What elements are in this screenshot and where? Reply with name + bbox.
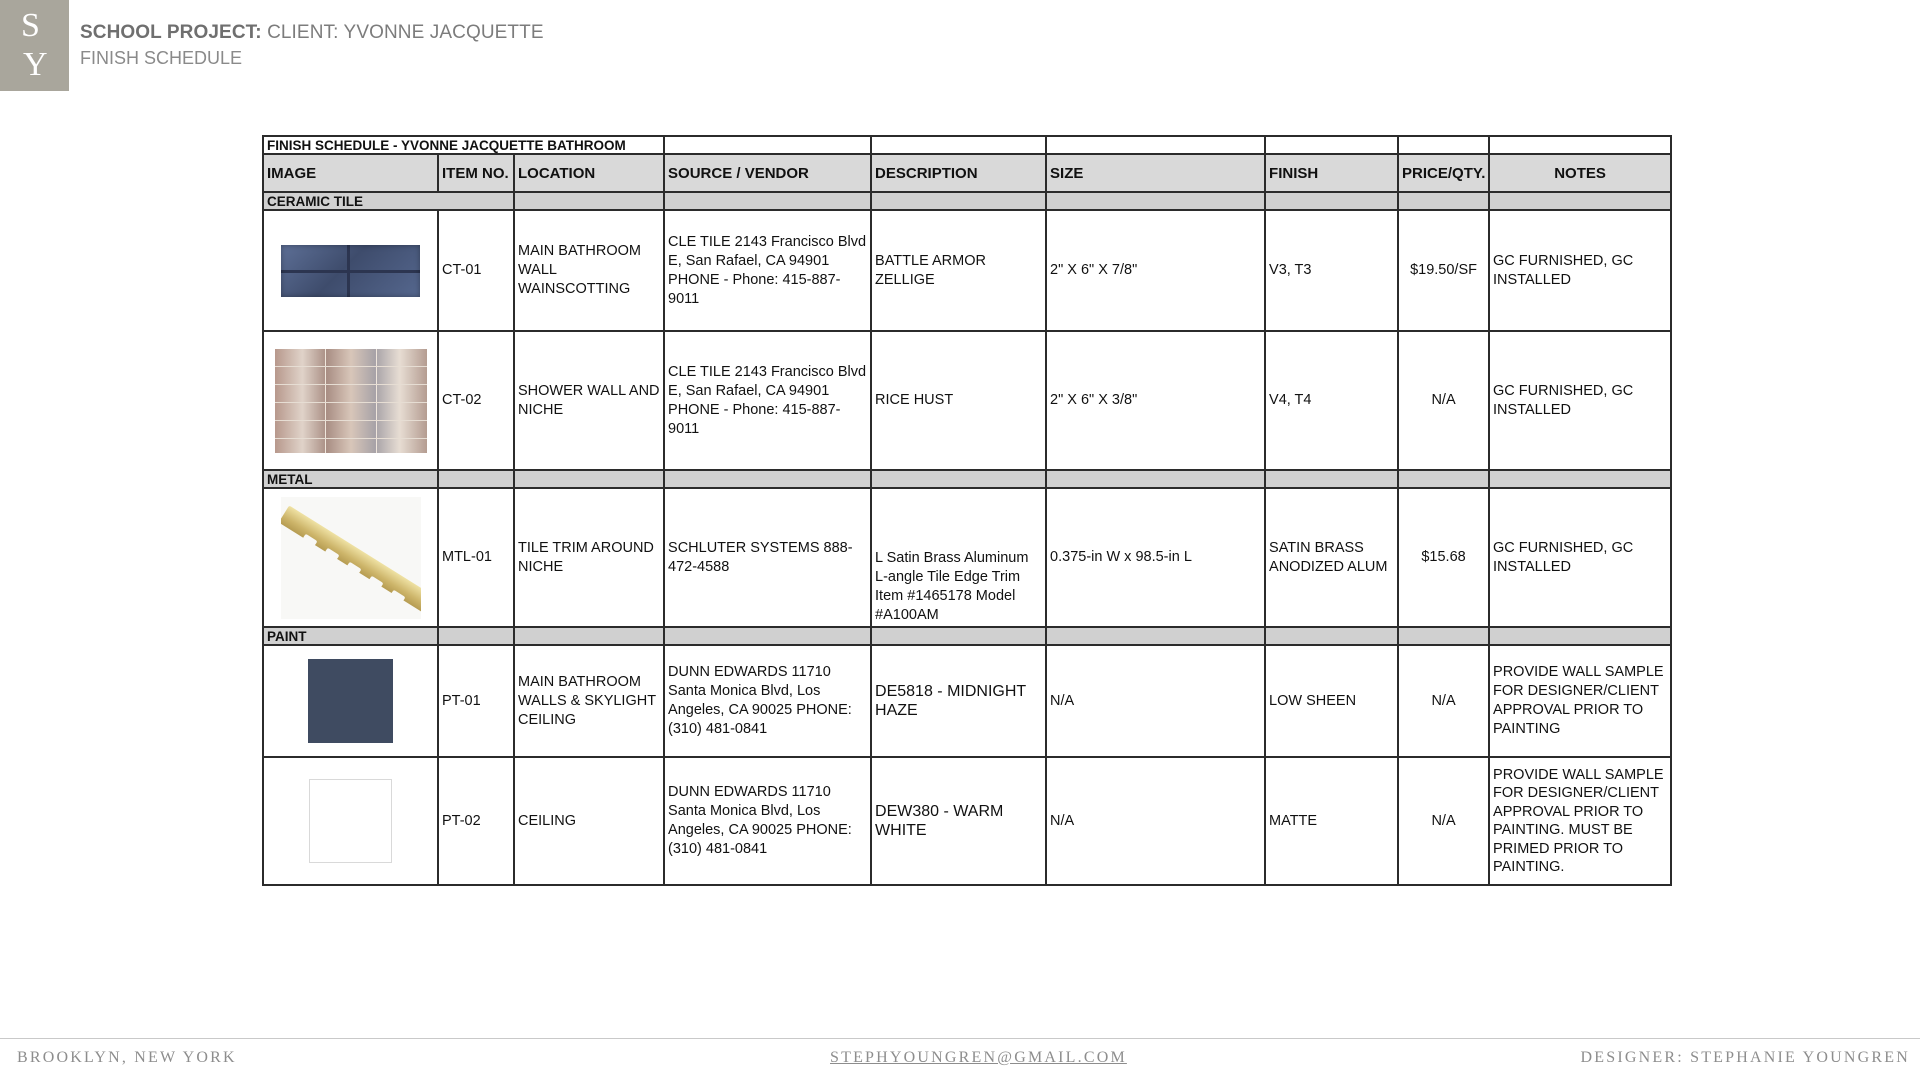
page-subtitle: FINISH SCHEDULE — [80, 48, 243, 68]
section-row-metal — [263, 470, 1671, 488]
finish-cell: MATTE — [1265, 757, 1398, 885]
image-cell — [263, 488, 438, 627]
finish-cell: SATIN BRASS ANODIZED ALUM — [1265, 488, 1398, 627]
sy-logo — [0, 0, 69, 91]
col-header-source-vendor: SOURCE / VENDOR — [664, 154, 871, 192]
col-header-item-no: ITEM NO. — [438, 154, 514, 192]
footer-location: BROOKLYN, NEW YORK — [17, 1049, 237, 1066]
image-cell — [263, 645, 438, 757]
location-cell: SHOWER WALL AND NICHE — [514, 331, 664, 470]
notes-cell: PROVIDE WALL SAMPLE FOR DESIGNER/CLIENT APPROVAL PRIOR TO PAINTING — [1489, 645, 1671, 757]
description-cell: L Satin Brass Aluminum L-angle Tile Edge Trim Item #1465178 Model #A100AM — [871, 488, 1046, 627]
finish-cell: V4, T4 — [1265, 331, 1398, 470]
section-label: PAINT — [263, 627, 438, 645]
price-cell: N/A — [1398, 645, 1489, 757]
section-row-paint — [263, 627, 1671, 645]
table-row — [263, 331, 1671, 470]
page-title-bold: SCHOOL PROJECT: — [80, 22, 262, 43]
col-header-finish: FINISH — [1265, 154, 1398, 192]
size-cell: 2" X 6" X 7/8" — [1046, 210, 1265, 331]
item-no-cell: PT-01 — [438, 645, 514, 757]
notes-cell: GC FURNISHED, GC INSTALLED — [1489, 331, 1671, 470]
brass-tile-edge-trim — [281, 497, 421, 619]
price-cell: $19.50/SF — [1398, 210, 1489, 331]
warm-white-paint-swatch — [309, 779, 392, 863]
table-row — [263, 210, 1671, 331]
col-header-size: SIZE — [1046, 154, 1265, 192]
footer-divider — [0, 1038, 1920, 1039]
description-cell: BATTLE ARMOR ZELLIGE — [871, 210, 1046, 331]
vendor-cell: SCHLUTER SYSTEMS 888-472-4588 — [664, 488, 871, 627]
table-title: FINISH SCHEDULE - YVONNE JACQUETTE BATHROOM — [263, 136, 664, 154]
image-cell — [263, 331, 438, 470]
price-cell: N/A — [1398, 331, 1489, 470]
notes-cell: GC FURNISHED, GC INSTALLED — [1489, 210, 1671, 331]
col-header-price-qty: PRICE/QTY. — [1398, 154, 1489, 192]
image-cell — [263, 210, 438, 331]
table-title-row — [263, 136, 1671, 154]
table-row — [263, 488, 1671, 627]
size-cell: N/A — [1046, 645, 1265, 757]
col-header-description: DESCRIPTION — [871, 154, 1046, 192]
description-cell: DEW380 - WARM WHITE — [871, 757, 1046, 885]
footer-designer: DESIGNER: STEPHANIE YOUNGREN — [1580, 1049, 1910, 1066]
logo-letter-y: Y — [23, 46, 48, 83]
item-no-cell: CT-02 — [438, 331, 514, 470]
location-cell: MAIN BATHROOM WALL WAINSCOTTING — [514, 210, 664, 331]
page-title-rest: CLIENT: YVONNE JACQUETTE — [261, 22, 544, 43]
col-header-image: IMAGE — [263, 154, 438, 192]
finish-cell: LOW SHEEN — [1265, 645, 1398, 757]
description-cell: RICE HUST — [871, 331, 1046, 470]
location-cell: CEILING — [514, 757, 664, 885]
vendor-cell: CLE TILE 2143 Francisco Blvd E, San Rafael, CA 94901 PHONE - Phone: 415-887-9011 — [664, 210, 871, 331]
midnight-haze-paint-swatch — [308, 659, 393, 743]
price-cell: $15.68 — [1398, 488, 1489, 627]
location-cell: MAIN BATHROOM WALLS & SKYLIGHT CEILING — [514, 645, 664, 757]
finish-schedule-table — [262, 135, 1672, 886]
location-cell: TILE TRIM AROUND NICHE — [514, 488, 664, 627]
section-row-ceramic-tile — [263, 192, 1671, 210]
price-cell: N/A — [1398, 757, 1489, 885]
vendor-cell: CLE TILE 2143 Francisco Blvd E, San Rafael, CA 94901 PHONE - Phone: 415-887-9011 — [664, 331, 871, 470]
image-cell — [263, 757, 438, 885]
col-header-notes: NOTES — [1489, 154, 1671, 192]
blush-rice-tile-swatch — [275, 349, 427, 453]
vendor-cell: DUNN EDWARDS 11710 Santa Monica Blvd, Los Angeles, CA 90025 PHONE: (310) 481-0841 — [664, 757, 871, 885]
description-cell: DE5818 - MIDNIGHT HAZE — [871, 645, 1046, 757]
col-header-location: LOCATION — [514, 154, 664, 192]
logo-letter-s: S — [21, 7, 40, 44]
size-cell: 2" X 6" X 3/8" — [1046, 331, 1265, 470]
vendor-cell: DUNN EDWARDS 11710 Santa Monica Blvd, Los Angeles, CA 90025 PHONE: (310) 481-0841 — [664, 645, 871, 757]
page-title — [80, 22, 544, 44]
item-no-cell: CT-01 — [438, 210, 514, 331]
item-no-cell: MTL-01 — [438, 488, 514, 627]
footer-email-link[interactable]: STEPHYOUNGREN@GMAIL.COM — [830, 1049, 1127, 1066]
size-cell: 0.375-in W x 98.5-in L — [1046, 488, 1265, 627]
size-cell: N/A — [1046, 757, 1265, 885]
section-label: METAL — [263, 470, 438, 488]
table-row — [263, 645, 1671, 757]
notes-cell: GC FURNISHED, GC INSTALLED — [1489, 488, 1671, 627]
section-label: CERAMIC TILE — [263, 192, 514, 210]
item-no-cell: PT-02 — [438, 757, 514, 885]
notes-cell: PROVIDE WALL SAMPLE FOR DESIGNER/CLIENT APPROVAL PRIOR TO PAINTING. MUST BE PRIMED PRIOR TO PAINTING. — [1489, 757, 1671, 885]
blue-zellige-tile-swatch — [281, 245, 420, 297]
column-header-row — [263, 154, 1671, 192]
table-row — [263, 757, 1671, 885]
finish-cell: V3, T3 — [1265, 210, 1398, 331]
